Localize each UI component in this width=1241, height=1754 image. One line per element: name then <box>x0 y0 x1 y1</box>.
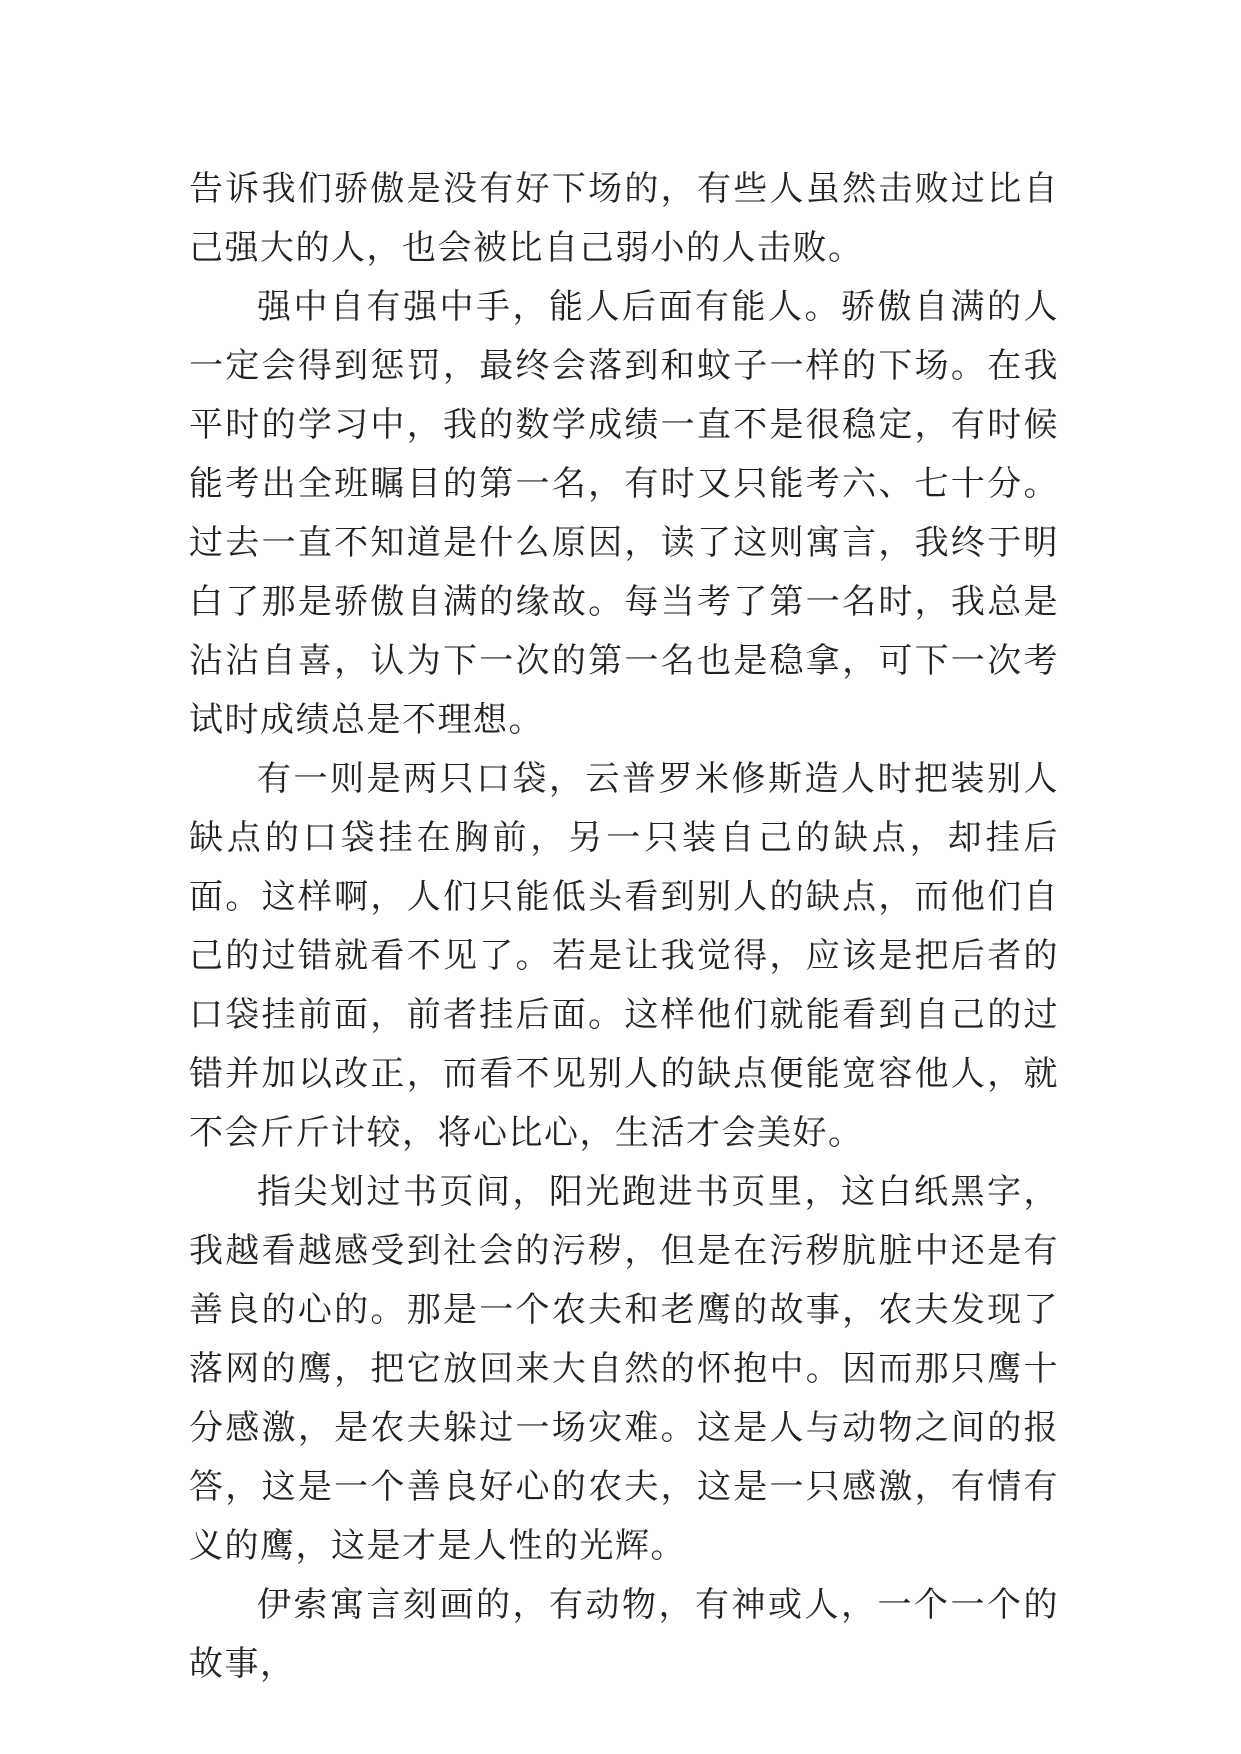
body-text <box>189 160 1059 1694</box>
paragraph-1: 告诉我们骄傲是没有好下场的，有些人虽然击败过比自己强大的人，也会被比自己弱小的人击败。 <box>189 169 1059 268</box>
paragraph-3: 有一则是两只口袋，云普罗米修斯造人时把装别人缺点的口袋挂在胸前，另一只装自己的缺点，却挂后面。这样啊，人们只能低头看到别人的缺点，而他们自己的过错就看不见了。若是让我觉得，应该是把后者的口袋挂前面，前者挂后面。这样他们就能看到自己的过错并加以改正，而看不见别人的缺点便能宽容他人，就不会斤斤计较，将心比心，生活才会美好。 <box>189 759 1059 1153</box>
paragraph-2: 强中自有强中手，能人后面有能人。骄傲自满的人一定会得到惩罚，最终会落到和蚊子一样的下场。在我平时的学习中，我的数学成绩一直不是很稳定，有时候能考出全班瞩目的第一名，有时又只能考六、七十分。过去一直不知道是什么原因，读了这则寓言，我终于明白了那是骄傲自满的缘故。每当考了第一名时，我总是沾沾自喜，认为下一次的第一名也是稳拿，可下一次考试时成绩总是不理想。 <box>189 287 1059 740</box>
paragraph-4: 指尖划过书页间，阳光跑进书页里，这白纸黑字，我越看越感受到社会的污秽，但是在污秽肮脏中还是有善良的心的。那是一个农夫和老鹰的故事，农夫发现了落网的鹰，把它放回来大自然的怀抱中。因而那只鹰十分感激，是农夫躲过一场灾难。这是人与动物之间的报答，这是一个善良好心的农夫，这是一只感激，有情有义的鹰，这是才是人性的光辉。 <box>189 1172 1059 1566</box>
paragraph-5: 伊索寓言刻画的，有动物，有神或人，一个一个的故事， <box>189 1585 1059 1684</box>
